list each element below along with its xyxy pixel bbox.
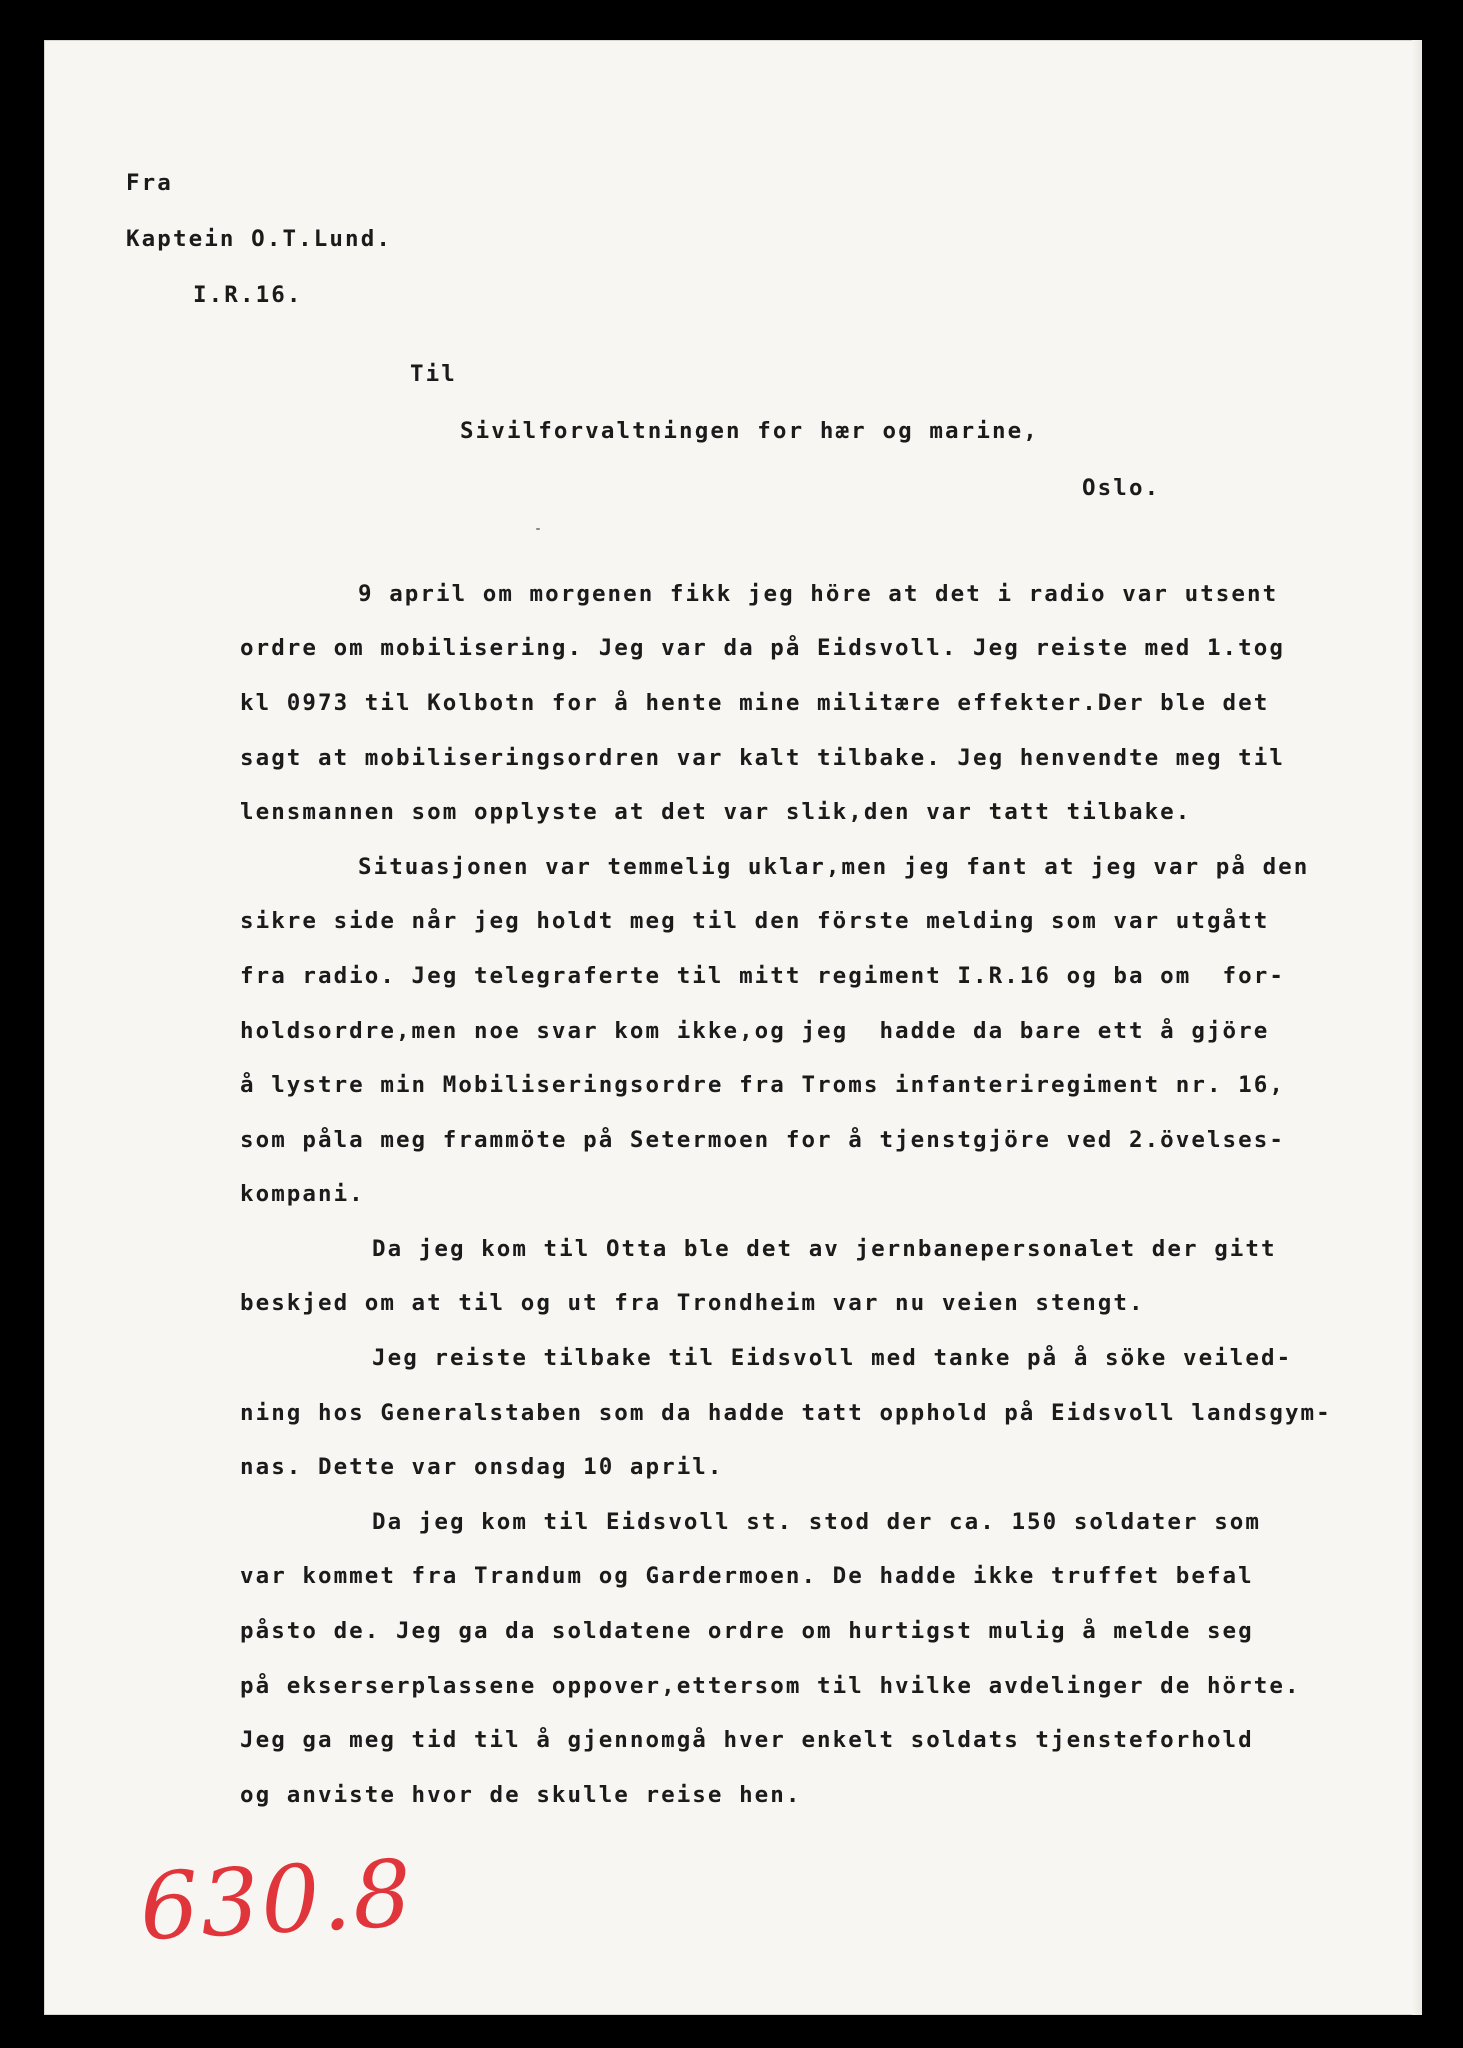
sender-line-fra: Fra [126,170,173,196]
recipient-line-til: Til [410,361,457,387]
body-line: 9 april om morgenen fikk jeg höre at det i radio var utsent [358,581,1279,607]
handwritten-archive-number: 630.8 [137,1839,416,1962]
sender-line-unit: I.R.16. [193,282,303,308]
body-line: Da jeg kom til Eidsvoll st. stod der ca. 150 soldater som [372,1509,1261,1535]
body-line: var kommet fra Trandum og Gardermoen. De hadde ikke truffet befal [240,1563,1254,1589]
body-line: Situasjonen var temmelig uklar,men jeg fant at jeg var på den [358,854,1310,880]
body-line: holdsordre,men noe svar kom ikke,og jeg hadde da bare ett å gjöre [240,1018,1270,1044]
recipient-line-office: Sivilforvaltningen for hær og marine, [460,418,1039,444]
body-line: beskjed om at til og ut fra Trondheim var nu veien stengt. [240,1290,1145,1316]
body-line: fra radio. Jeg telegraferte til mitt regiment I.R.16 og ba om for- [240,963,1285,989]
body-line: påsto de. Jeg ga da soldatene ordre om hurtigst mulig å melde seg [240,1618,1254,1644]
ink-speck [536,528,540,530]
recipient-line-city: Oslo. [1082,475,1161,501]
body-line: som påla meg frammöte på Setermoen for å tjenstgjöre ved 2.övelses- [240,1127,1285,1153]
body-line: på ekserserplassene oppover,ettersom til hvilke avdelinger de hörte. [240,1673,1301,1699]
sender-line-name: Kaptein O.T.Lund. [126,226,392,252]
body-line: å lystre min Mobiliseringsordre fra Troms infanteriregiment nr. 16, [240,1072,1285,1098]
paper-edge [1412,40,1422,2015]
body-line: lensmannen som opplyste at det var slik,den var tatt tilbake. [240,799,1192,825]
body-line: Jeg ga meg tid til å gjennomgå hver enkelt soldats tjensteforhold [240,1727,1254,1753]
body-line: nas. Dette var onsdag 10 april. [240,1454,724,1480]
body-line: Da jeg kom til Otta ble det av jernbanepersonalet der gitt [372,1236,1277,1262]
body-line: sikre side når jeg holdt meg til den förste melding som var utgått [240,908,1270,934]
body-line: kompani. [240,1181,365,1207]
body-line: kl 0973 til Kolbotn for å hente mine militære effekter.Der ble det [240,690,1270,716]
body-line: ning hos Generalstaben som da hadde tatt opphold på Eidsvoll landsgym- [240,1400,1332,1426]
body-line: ordre om mobilisering. Jeg var da på Eidsvoll. Jeg reiste med 1.tog [240,635,1285,661]
body-line: sagt at mobiliseringsordren var kalt tilbake. Jeg henvendte meg til [240,745,1285,771]
body-line: Jeg reiste tilbake til Eidsvoll med tanke på å söke veiled- [372,1345,1293,1371]
body-line: og anviste hvor de skulle reise hen. [240,1782,802,1808]
